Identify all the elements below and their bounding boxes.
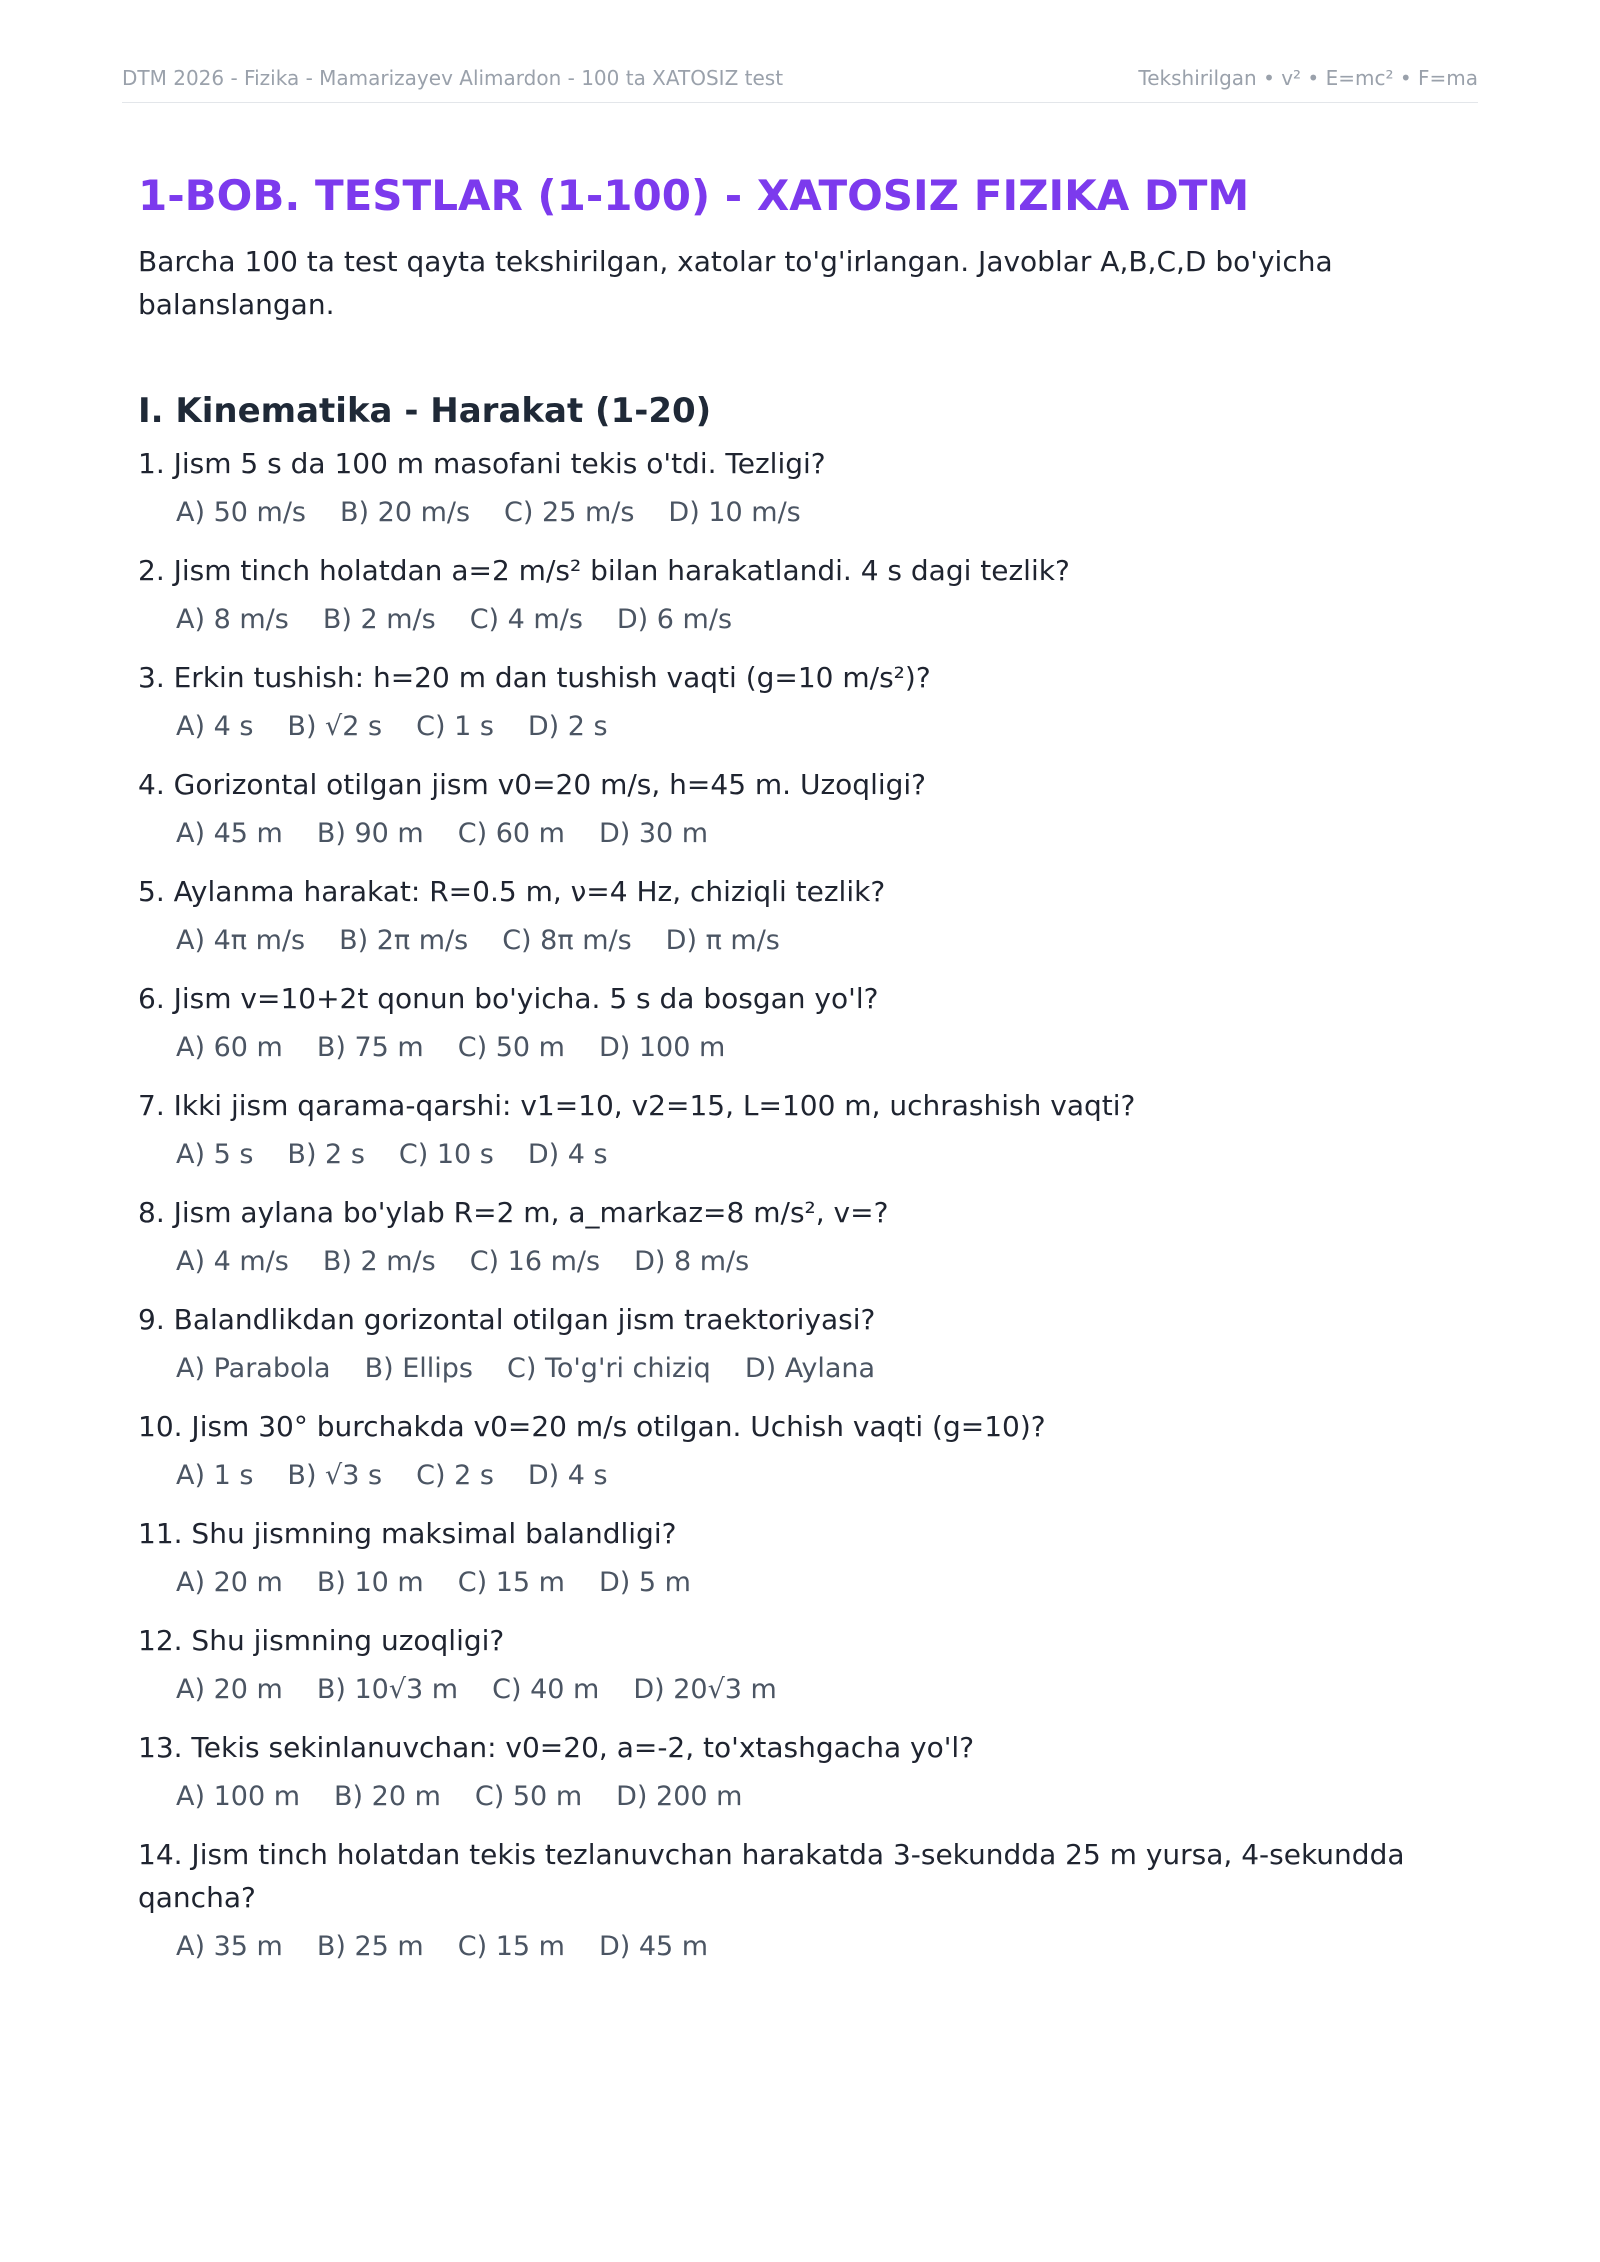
answer-option: A) 60 m: [176, 1032, 283, 1063]
answer-option: A) 4 m/s: [176, 1246, 289, 1277]
answer-option: D) 30 m: [598, 818, 709, 849]
answer-option: C) 50 m: [474, 1781, 583, 1812]
answer-option: B) 2 s: [287, 1139, 365, 1170]
answer-options: [176, 1026, 1470, 1070]
answer-option: C) 60 m: [457, 818, 565, 849]
question-text: 11. Shu jismning maksimal balandligi?: [138, 1517, 677, 1550]
answer-option: C) 16 m/s: [469, 1246, 601, 1277]
answer-options: [176, 812, 1470, 856]
answer-option: A) 20 m: [176, 1674, 283, 1705]
question-text: 8. Jism aylana bo'ylab R=2 m, a_markaz=8 m/s², v=?: [138, 1196, 889, 1229]
answer-option: C) 15 m: [457, 1567, 565, 1598]
answer-option: A) 1 s: [176, 1460, 254, 1491]
answer-option: A) 20 m: [176, 1567, 283, 1598]
answer-option: D) 45 m: [598, 1931, 709, 1962]
answer-option: C) 25 m/s: [504, 497, 635, 528]
question-text: 9. Balandlikdan gorizontal otilgan jism traektoriyasi?: [138, 1303, 876, 1336]
answer-option: B) 2π m/s: [339, 925, 469, 956]
answer-options: [176, 491, 1470, 535]
answer-option: A) Parabola: [176, 1353, 331, 1384]
answer-option: B) 10 m: [316, 1567, 424, 1598]
answer-option: C) To'g'ri chiziq: [506, 1353, 711, 1384]
answer-option: B) √2 s: [287, 711, 383, 742]
answer-option: B) 10√3 m: [316, 1674, 459, 1705]
answer-option: D) 100 m: [598, 1032, 726, 1063]
question-text: 7. Ikki jism qarama-qarshi: v1=10, v2=15, L=100 m, uchrashish vaqti?: [138, 1089, 1136, 1122]
question-item: [138, 1512, 1470, 1605]
question-item: [138, 1619, 1470, 1712]
answer-option: C) 8π m/s: [502, 925, 632, 956]
answer-option: D) 10 m/s: [668, 497, 801, 528]
answer-option: D) π m/s: [665, 925, 780, 956]
answer-option: A) 4π m/s: [176, 925, 306, 956]
question-text: 10. Jism 30° burchakda v0=20 m/s otilgan. Uchish vaqti (g=10)?: [138, 1410, 1046, 1443]
answer-option: C) 15 m: [457, 1931, 565, 1962]
answer-option: A) 45 m: [176, 818, 283, 849]
answer-option: C) 10 s: [398, 1139, 494, 1170]
answer-options: [176, 919, 1470, 963]
answer-option: A) 35 m: [176, 1931, 283, 1962]
answer-option: C) 4 m/s: [469, 604, 583, 635]
question-item: [138, 763, 1470, 856]
chapter-intro: Barcha 100 ta test qayta tekshirilgan, xatolar to'g'irlangan. Javoblar A,B,C,D bo'yicha balanslangan.: [138, 245, 1333, 321]
answer-option: B) 25 m: [316, 1931, 424, 1962]
answer-option: C) 1 s: [416, 711, 494, 742]
answer-option: B) √3 s: [287, 1460, 383, 1491]
question-text: 2. Jism tinch holatdan a=2 m/s² bilan harakatlandi. 4 s dagi tezlik?: [138, 554, 1070, 587]
answer-option: D) 6 m/s: [616, 604, 733, 635]
answer-options: [176, 598, 1470, 642]
answer-options: [176, 1925, 1470, 1969]
page-header: [122, 66, 1478, 103]
answer-options: [176, 1347, 1470, 1391]
question-text: 4. Gorizontal otilgan jism v0=20 m/s, h=45 m. Uzoqligi?: [138, 768, 927, 801]
section-title: I. Kinematika - Harakat (1-20): [138, 391, 712, 431]
question-text: 6. Jism v=10+2t qonun bo'yicha. 5 s da bosgan yo'l?: [138, 982, 879, 1015]
question-item: [138, 1405, 1470, 1498]
question-item: [138, 870, 1470, 963]
page-content: [138, 166, 1470, 1983]
answer-option: B) 75 m: [316, 1032, 424, 1063]
answer-option: D) 200 m: [616, 1781, 743, 1812]
question-list: [138, 442, 1470, 1969]
question-text: 1. Jism 5 s da 100 m masofani tekis o'tdi. Tezligi?: [138, 447, 826, 480]
answer-option: B) Ellips: [364, 1353, 473, 1384]
answer-option: A) 5 s: [176, 1139, 254, 1170]
question-item: [138, 1298, 1470, 1391]
header-right-text: Tekshirilgan • v² • E=mc² • F=ma: [1138, 66, 1478, 90]
answer-option: D) 4 s: [527, 1139, 608, 1170]
answer-option: C) 2 s: [416, 1460, 494, 1491]
answer-option: D) 20√3 m: [633, 1674, 777, 1705]
answer-option: D) 4 s: [527, 1460, 608, 1491]
question-item: [138, 549, 1470, 642]
answer-options: [176, 1240, 1470, 1284]
chapter-title: 1-BOB. TESTLAR (1-100) - XATOSIZ FIZIKA DTM: [138, 171, 1250, 220]
question-text: 12. Shu jismning uzoqligi?: [138, 1624, 505, 1657]
question-text: 14. Jism tinch holatdan tekis tezlanuvchan harakatda 3-sekundda 25 m yursa, 4-sekundda qancha?: [138, 1838, 1405, 1914]
answer-option: D) Aylana: [744, 1353, 876, 1384]
question-item: [138, 1833, 1470, 1969]
answer-option: D) 5 m: [598, 1567, 691, 1598]
question-text: 13. Tekis sekinlanuvchan: v0=20, a=-2, to'xtashgacha yo'l?: [138, 1731, 975, 1764]
question-text: 3. Erkin tushish: h=20 m dan tushish vaqti (g=10 m/s²)?: [138, 661, 931, 694]
answer-option: A) 50 m/s: [176, 497, 306, 528]
answer-option: A) 100 m: [176, 1781, 301, 1812]
answer-option: A) 8 m/s: [176, 604, 289, 635]
header-left-text: DTM 2026 - Fizika - Mamarizayev Alimardon - 100 ta XATOSIZ test: [122, 66, 784, 90]
answer-option: B) 20 m: [334, 1781, 441, 1812]
answer-options: [176, 1561, 1470, 1605]
answer-option: B) 2 m/s: [322, 1246, 436, 1277]
answer-options: [176, 1668, 1470, 1712]
question-item: [138, 977, 1470, 1070]
question-item: [138, 1191, 1470, 1284]
answer-option: B) 20 m/s: [340, 497, 471, 528]
question-item: [138, 1084, 1470, 1177]
answer-option: C) 40 m: [492, 1674, 600, 1705]
question-item: [138, 1726, 1470, 1819]
answer-option: B) 90 m: [316, 818, 424, 849]
answer-options: [176, 1133, 1470, 1177]
question-item: [138, 442, 1470, 535]
answer-options: [176, 705, 1470, 749]
question-text: 5. Aylanma harakat: R=0.5 m, ν=4 Hz, chiziqli tezlik?: [138, 875, 886, 908]
answer-options: [176, 1775, 1470, 1819]
answer-option: D) 2 s: [527, 711, 608, 742]
answer-options: [176, 1454, 1470, 1498]
answer-option: C) 50 m: [457, 1032, 565, 1063]
question-item: [138, 656, 1470, 749]
answer-option: A) 4 s: [176, 711, 254, 742]
answer-option: D) 8 m/s: [634, 1246, 750, 1277]
answer-option: B) 2 m/s: [322, 604, 436, 635]
